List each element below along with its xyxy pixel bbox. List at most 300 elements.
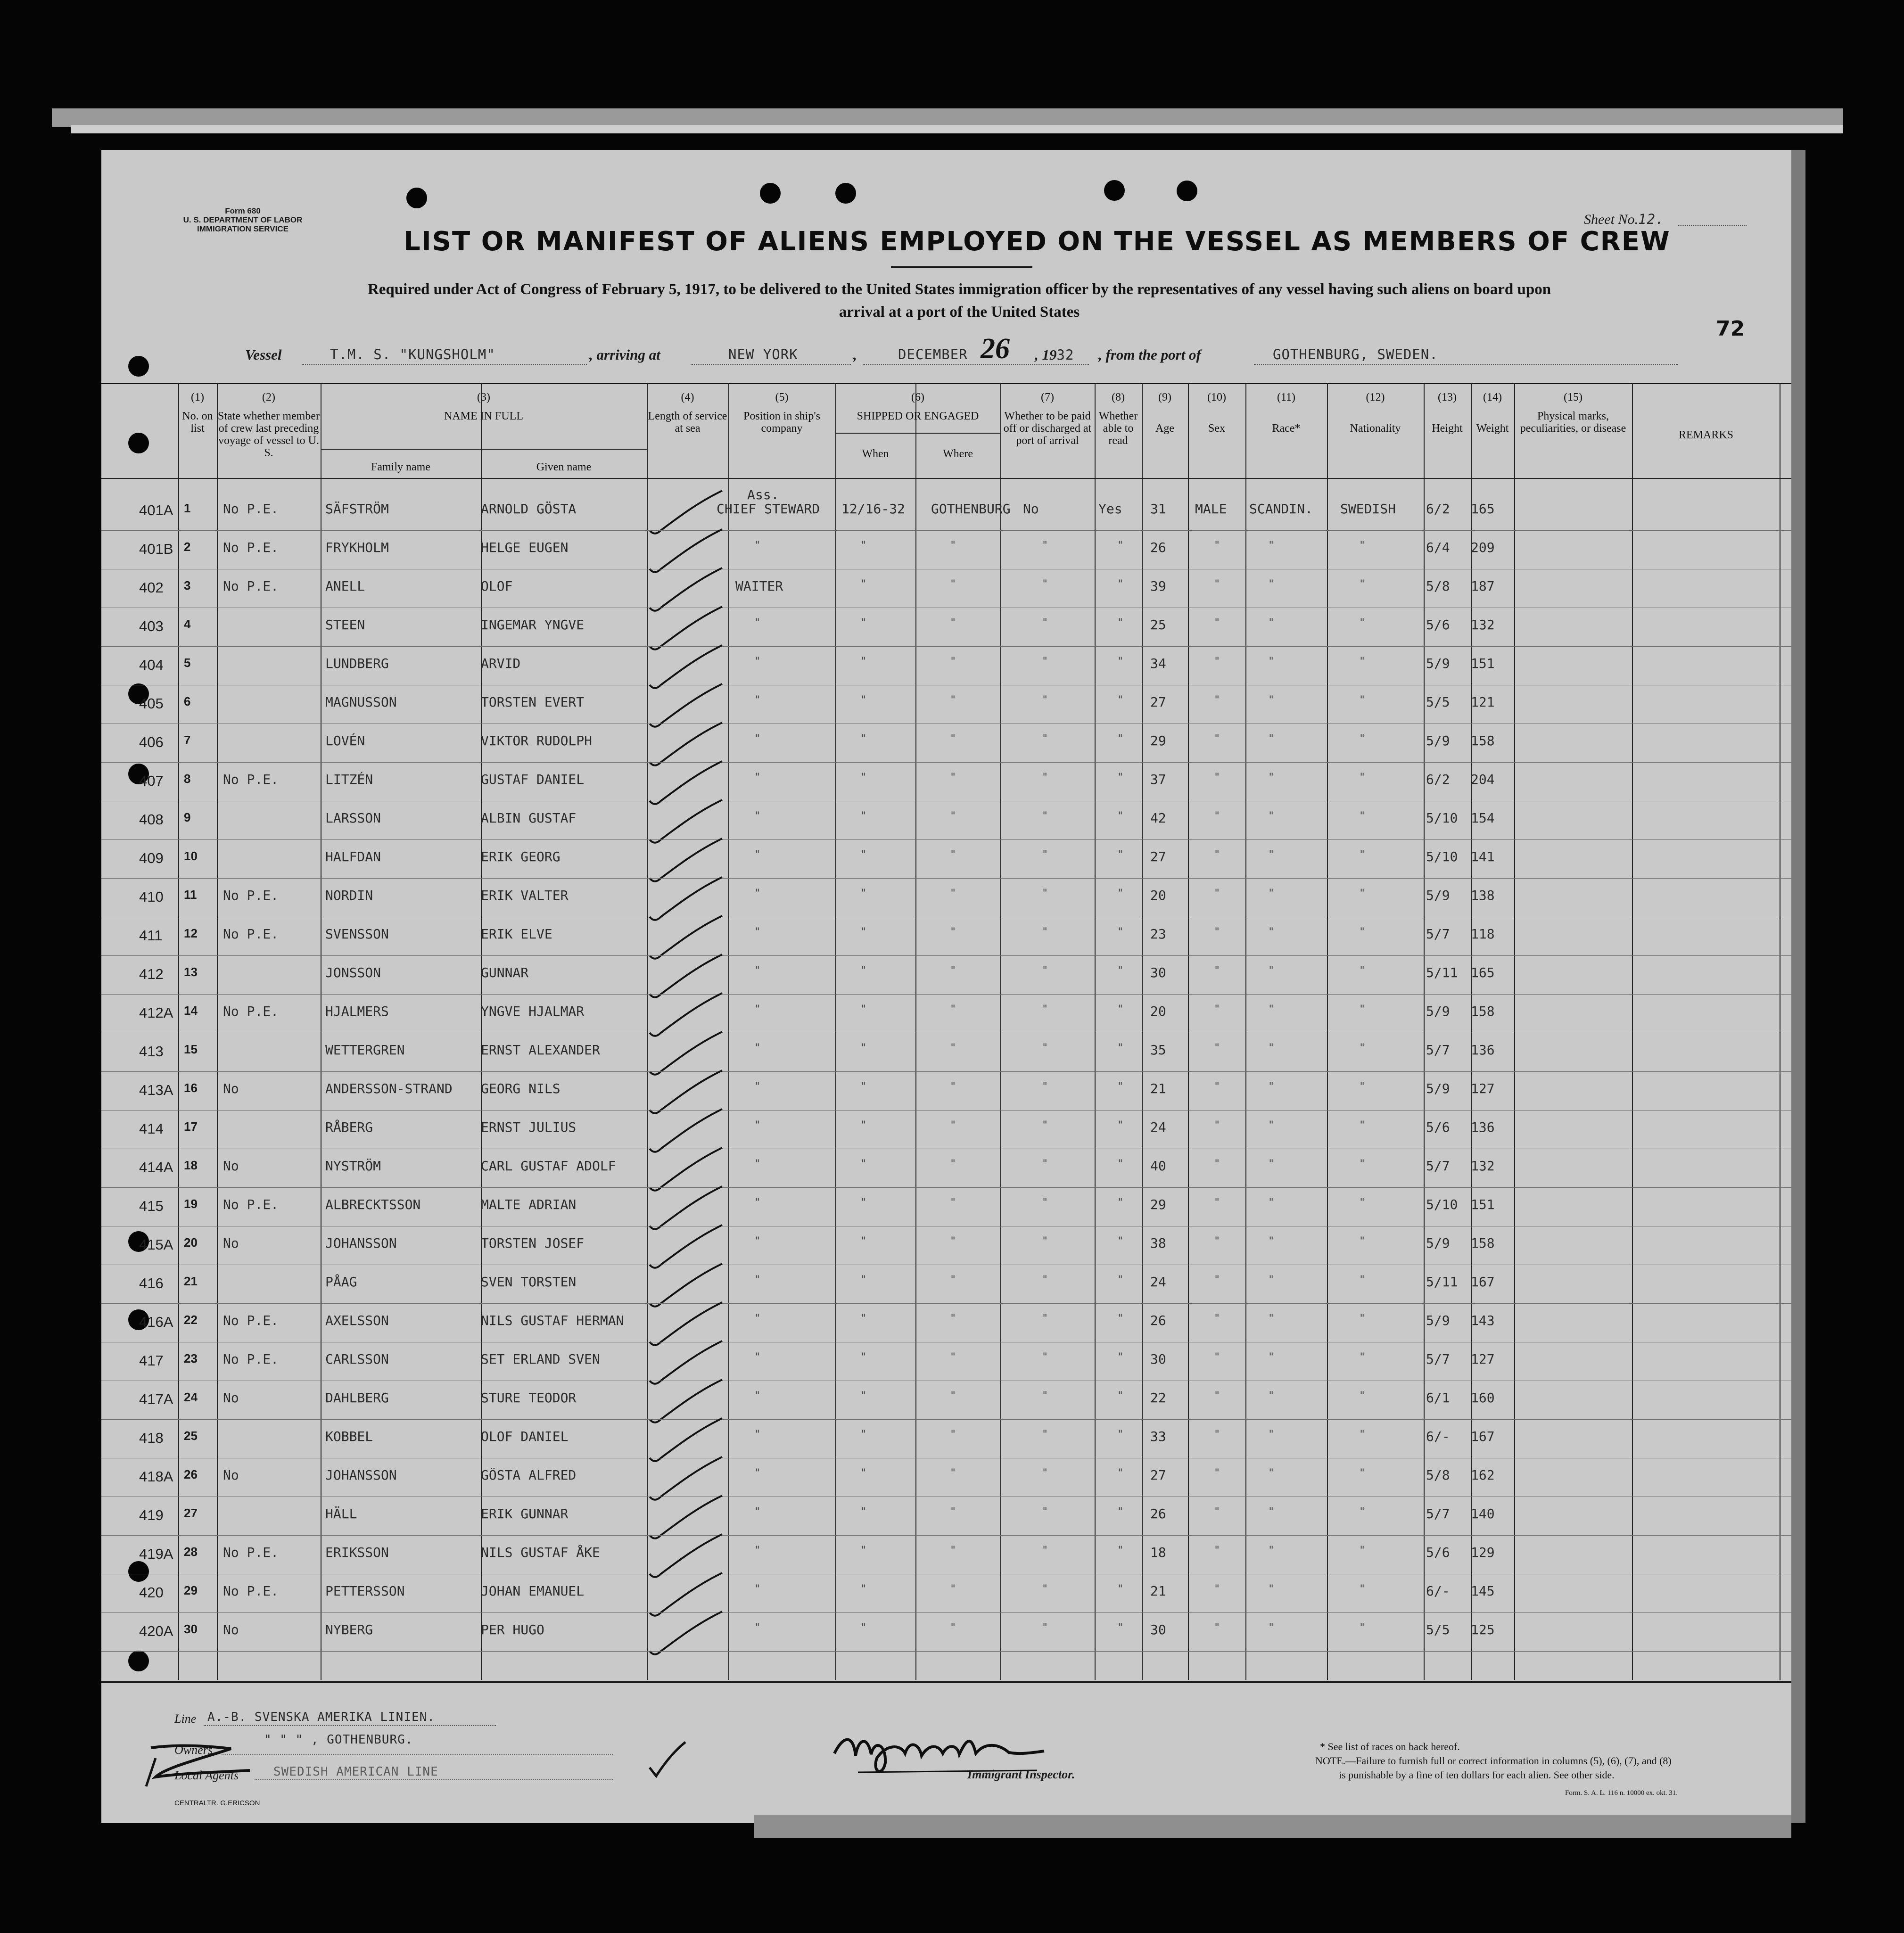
ditto-mark: " [1117,1197,1124,1209]
margin-entry-number: 410 [139,888,164,905]
height: 6/1 [1426,1390,1450,1406]
height: 5/10 [1426,849,1458,864]
weight: 121 [1471,694,1495,710]
family-name: CARLSSON [325,1351,389,1367]
header-weight: (14) Weight [1476,391,1509,435]
given-name: STURE TEODOR [481,1390,577,1406]
ditto-mark: " [1359,733,1366,745]
ditto-mark: " [1117,1274,1124,1286]
table-row [101,956,1791,995]
row-rule [101,1535,1791,1536]
margin-entry-number: 401A [139,502,173,518]
given-name: YNGVE HJALMAR [481,1004,585,1019]
page-number: 72 [1716,317,1745,341]
header-height: (13) Height [1432,391,1463,435]
ditto-mark: " [1117,1429,1124,1440]
ditto-mark: " [1359,1506,1366,1518]
weight: 132 [1471,617,1495,633]
table-row [101,1188,1791,1227]
margin-entry-number: 403 [139,618,164,634]
header-given-name: Given name [536,461,592,473]
ditto-mark: " [1359,656,1366,667]
from-line [1098,346,1201,363]
ditto-mark: " [860,694,867,706]
punch-hole [128,356,149,377]
ditto-mark: " [1214,578,1220,590]
ditto-mark: " [754,1429,761,1440]
ditto-mark: " [1117,1390,1124,1402]
weight: 136 [1471,1119,1495,1135]
given-name: ERIK GEORG [481,849,560,864]
given-name: PER HUGO [481,1622,544,1637]
ditto-mark: " [1042,1506,1048,1518]
ditto-mark: " [950,1313,956,1324]
arrival-month: DECEMBER [898,346,968,362]
length-of-service-tick [647,1609,727,1661]
weight: 125 [1471,1622,1495,1637]
family-name: JOHANSSON [325,1235,397,1251]
ditto-mark: " [1214,1622,1220,1634]
row-rule [101,1187,1791,1188]
ditto-mark: " [1117,1583,1124,1595]
header-physical-marks: (15) Physical marks, peculiarities, or disease [1520,391,1626,435]
height: 5/9 [1426,1081,1450,1096]
previous-voyage: No [223,1390,239,1406]
document-subtitle [170,278,1749,323]
margin-entry-number: 402 [139,579,164,596]
ditto-mark: " [950,733,956,745]
margin-entry-number: 404 [139,657,164,673]
age: 30 [1150,965,1166,980]
height: 5/6 [1426,617,1450,633]
ditto-mark: " [1359,1081,1366,1093]
ditto-mark: " [1214,772,1220,783]
ditto-mark: " [1214,1506,1220,1518]
ditto-mark: " [754,1235,761,1247]
ditto-mark: " [950,1042,956,1054]
ditto-mark: " [754,617,761,629]
ditto-mark: " [1042,617,1048,629]
subtitle-line-1: Required under Act of Congress of February 5, 1917, to be delivered to the United States immigration officer by the representatives of any vessel having such aliens on board upon [367,281,1551,298]
punch-hole [1104,180,1125,201]
weight: 204 [1471,772,1495,787]
age: 24 [1150,1274,1166,1290]
row-rule [101,1419,1791,1420]
height: 6/4 [1426,540,1450,555]
ditto-mark: " [1268,1313,1275,1324]
ditto-mark: " [1117,926,1124,938]
table-row [101,647,1791,686]
ditto-mark: " [860,733,867,745]
ditto-mark: " [1214,1119,1220,1131]
given-name: OLOF DANIEL [481,1429,569,1444]
family-name: NYBERG [325,1622,373,1637]
table-row [101,879,1791,918]
ditto-mark: " [1117,733,1124,745]
list-number: 18 [184,1158,198,1172]
ditto-mark: " [1042,694,1048,706]
height: 5/9 [1426,1313,1450,1328]
ditto-mark: " [1117,578,1124,590]
ditto-mark: " [1042,656,1048,667]
ditto-mark: " [1359,888,1366,899]
vessel-dotline [302,364,587,365]
given-name: VIKTOR RUDOLPH [481,733,593,749]
ditto-mark: " [860,1583,867,1595]
owners-value: " " " , GOTHENBURG. [264,1733,413,1747]
ditto-mark: " [1359,1390,1366,1402]
previous-voyage: No [223,1158,239,1174]
scan-bottom-edge [754,1815,1791,1838]
margin-entry-number: 416A [139,1314,173,1330]
header-age: (9) Age [1155,391,1174,435]
margin-entry-number: 416 [139,1275,164,1291]
weight: 145 [1471,1583,1495,1599]
ditto-mark: " [1268,578,1275,590]
given-name: OLOF [481,578,513,594]
position-line-2: CHIEF STEWARD [717,501,820,517]
ditto-mark: " [1359,1429,1366,1440]
age: 29 [1150,1197,1166,1212]
list-number: 11 [184,888,197,902]
ditto-mark: " [860,1622,867,1634]
weight: 158 [1471,1004,1495,1019]
height: 6/2 [1426,501,1450,517]
list-number: 28 [184,1545,198,1559]
previous-voyage: No P.E. [223,1583,279,1599]
family-name: NORDIN [325,888,373,903]
previous-voyage: No [223,1622,239,1637]
table-row [101,487,1791,531]
weight: 138 [1471,888,1495,903]
sheet-number [1584,211,1664,228]
ditto-mark: " [950,810,956,822]
height: 6/- [1426,1429,1450,1444]
sheet-label: Sheet No. [1584,212,1638,227]
ditto-mark: " [1359,965,1366,977]
margin-entry-number: 414 [139,1120,164,1137]
margin-entry-number: 419 [139,1507,164,1523]
ditto-mark: " [1042,1235,1048,1247]
ditto-mark: " [754,1506,761,1518]
printer-name: CENTRALTR. G.ERICSON [174,1799,260,1807]
ditto-mark: " [1214,965,1220,977]
weight: 160 [1471,1390,1495,1406]
penalty-note-1: NOTE.—Failure to furnish full or correct information in columns (5), (6), (7), and (8) [1315,1755,1672,1767]
margin-entry-number: 415A [139,1236,173,1253]
ditto-mark: " [950,1274,956,1286]
margin-entry-number: 412A [139,1004,173,1021]
paid-off: No [1023,501,1039,517]
previous-voyage: No P.E. [223,540,279,555]
ditto-mark: " [1214,1313,1220,1324]
ditto-mark: " [1214,1197,1220,1209]
family-name: PÅAG [325,1274,357,1290]
ditto-mark: " [754,694,761,706]
given-name: TORSTEN EVERT [481,694,585,710]
list-number: 10 [184,849,198,863]
given-name: CARL GUSTAF ADOLF [481,1158,616,1174]
ditto-mark: " [1359,1351,1366,1363]
ditto-mark: " [1268,1467,1275,1479]
ditto-mark: " [860,1081,867,1093]
ditto-mark: " [1042,1081,1048,1093]
ditto-mark: " [754,888,761,899]
margin-entry-number: 408 [139,811,164,828]
ditto-mark: " [1268,926,1275,938]
family-name: HALFDAN [325,849,381,864]
position: WAITER [735,578,783,594]
height: 6/2 [1426,772,1450,787]
header-bottom-rule [101,478,1791,479]
ditto-mark: " [1042,849,1048,861]
previous-voyage: No P.E. [223,926,279,942]
age: 22 [1150,1390,1166,1406]
ditto-mark: " [1268,1506,1275,1518]
title-underline [891,266,1032,268]
ditto-mark: " [1268,1390,1275,1402]
previous-voyage: No P.E. [223,1545,279,1560]
age: 42 [1150,810,1166,826]
height: 5/10 [1426,1197,1458,1212]
weight: 129 [1471,1545,1495,1560]
table-row [101,1613,1791,1652]
ditto-mark: " [1268,1274,1275,1286]
ditto-mark: " [1214,1467,1220,1479]
local-agents-dotline [255,1779,613,1780]
ditto-mark: " [754,810,761,822]
row-rule [101,1071,1791,1072]
date-dotline [863,364,1089,365]
ditto-mark: " [860,926,867,938]
ditto-mark: " [1359,578,1366,590]
margin-entry-number: 413A [139,1082,173,1098]
ditto-mark: " [754,1351,761,1363]
table-row [101,1227,1791,1266]
height: 6/- [1426,1583,1450,1599]
penalty-note-2: is punishable by a fine of ten dollars for each alien. See other side. [1339,1769,1615,1781]
ditto-mark: " [1359,1583,1366,1595]
age: 26 [1150,1506,1166,1522]
ditto-mark: " [1042,1158,1048,1170]
shipped-header-rule [835,433,1000,434]
ditto-mark: " [1359,1313,1366,1324]
list-number: 3 [184,578,191,592]
ditto-mark: " [1117,1158,1124,1170]
ditto-mark: " [1117,849,1124,861]
year-line: , 1932 [1035,346,1074,363]
table-row [101,1382,1791,1420]
margin-entry-number: 412 [139,966,164,982]
ditto-mark: " [1117,888,1124,899]
given-name: MALTE ADRIAN [481,1197,577,1212]
header-shipped-engaged: (6) SHIPPED OR ENGAGED [857,391,979,422]
ditto-mark: " [860,1274,867,1286]
table-row [101,1343,1791,1382]
list-number: 2 [184,540,191,554]
ditto-mark: " [1359,1197,1366,1209]
height: 5/9 [1426,656,1450,671]
ditto-mark: " [1359,540,1366,551]
given-name: ERIK ELVE [481,926,552,942]
ditto-mark: " [860,1004,867,1015]
previous-voyage: No P.E. [223,1313,279,1328]
height: 5/11 [1426,1274,1458,1290]
ditto-mark: " [1268,733,1275,745]
list-number: 30 [184,1622,198,1636]
ditto-mark: " [1117,810,1124,822]
family-name: MAGNUSSON [325,694,397,710]
table-row [101,840,1791,879]
height: 5/9 [1426,1235,1450,1251]
family-name: KOBBEL [325,1429,373,1444]
ditto-mark: " [1268,888,1275,899]
ditto-mark: " [950,849,956,861]
ditto-mark: " [860,1158,867,1170]
ditto-mark: " [950,540,956,551]
weight: 118 [1471,926,1495,942]
arrival-port-dotline [691,364,851,365]
ditto-mark: " [1042,1042,1048,1054]
ditto-mark: " [1214,1351,1220,1363]
row-rule [101,1651,1791,1652]
ditto-mark: " [754,1042,761,1054]
height: 5/7 [1426,1506,1450,1522]
table-row [101,1150,1791,1188]
ditto-mark: " [1117,1351,1124,1363]
weight: 165 [1471,501,1495,517]
ditto-mark: " [1117,1235,1124,1247]
weight: 151 [1471,1197,1495,1212]
ditto-mark: " [1042,733,1048,745]
ditto-mark: " [860,1467,867,1479]
nationality: SWEDISH [1340,501,1396,517]
family-name: PETTERSSON [325,1583,405,1599]
ditto-mark: " [1117,1119,1124,1131]
age: 20 [1150,1004,1166,1019]
ditto-mark: " [1268,1158,1275,1170]
ditto-mark: " [1359,617,1366,629]
row-rule [101,646,1791,647]
ditto-mark: " [1214,1004,1220,1015]
document-title: LIST OR MANIFEST OF ALIENS EMPLOYED ON THE VESSEL AS MEMBERS OF CREW [404,226,1671,257]
local-agents-value: SWEDISH AMERICAN LINE [273,1765,438,1779]
previous-voyage: No [223,1467,239,1483]
previous-voyage: No P.E. [223,578,279,594]
height: 5/7 [1426,1158,1450,1174]
ditto-mark: " [1214,1081,1220,1093]
previous-voyage: No P.E. [223,1004,279,1019]
ditto-mark: " [1214,540,1220,551]
ditto-mark: " [1214,733,1220,745]
race-footnote: * See list of races on back hereof. [1320,1741,1460,1752]
ditto-mark: " [860,1042,867,1054]
age: 34 [1150,656,1166,671]
header-sex: (10) Sex [1207,391,1226,435]
sheet-value: 12. [1638,211,1665,227]
table-row [101,1266,1791,1304]
ditto-mark: " [950,926,956,938]
owners-dotline [222,1754,613,1755]
ditto-mark: " [1117,694,1124,706]
line-label: Line [174,1712,197,1726]
year-prefix: 19 [1042,346,1057,363]
comma-sep: , [853,346,857,363]
list-number: 8 [184,772,191,786]
given-name: ERIK VALTER [481,888,569,903]
ditto-mark: " [1214,1042,1220,1054]
ditto-mark: " [950,965,956,977]
form-info [160,206,325,233]
given-name: SET ERLAND SVEN [481,1351,600,1367]
given-name: NILS GUSTAF HERMAN [481,1313,624,1328]
ditto-mark: " [1117,1042,1124,1054]
header-length-of-service: (4) Length of service at sea [648,391,727,435]
row-rule [101,530,1791,531]
table-row [101,1111,1791,1150]
ditto-mark: " [754,1583,761,1595]
weight: 158 [1471,1235,1495,1251]
ditto-mark: " [860,1545,867,1556]
given-name: ERNST ALEXANDER [481,1042,600,1058]
previous-voyage: No P.E. [223,1197,279,1212]
ditto-mark: " [1268,1235,1275,1247]
table-row [101,531,1791,570]
ditto-mark: " [1359,1119,1366,1131]
arrival-day: 26 [981,333,1010,365]
list-number: 25 [184,1429,198,1443]
ditto-mark: " [1359,810,1366,822]
list-number: 17 [184,1119,198,1134]
scan-top-edge-light [71,125,1843,133]
list-number: 16 [184,1081,198,1095]
given-name: ALBIN GUSTAF [481,810,577,826]
ditto-mark: " [754,849,761,861]
row-rule [101,1612,1791,1613]
age: 40 [1150,1158,1166,1174]
ditto-mark: " [950,656,956,667]
ditto-mark: " [1214,1583,1220,1595]
previous-voyage: No P.E. [223,772,279,787]
weight: 136 [1471,1042,1495,1058]
ditto-mark: " [1117,540,1124,551]
ditto-mark: " [1117,1081,1124,1093]
family-name: LARSSON [325,810,381,826]
family-name: JOHANSSON [325,1467,397,1483]
arriving-line [589,346,660,363]
ditto-mark: " [950,1390,956,1402]
ditto-mark: " [1214,888,1220,899]
weight: 143 [1471,1313,1495,1328]
family-name: LUNDBERG [325,656,389,671]
table-row [101,763,1791,802]
ditto-mark: " [950,1235,956,1247]
list-number: 22 [184,1313,198,1327]
ditto-mark: " [754,1274,761,1286]
ditto-mark: " [860,1351,867,1363]
ditto-mark: " [1117,1506,1124,1518]
age: 26 [1150,1313,1166,1328]
from-label: , from the port of [1098,346,1201,363]
owners-label: Owners [174,1743,213,1757]
header-family-name: Family name [371,461,430,473]
weight: 209 [1471,540,1495,555]
row-rule [101,762,1791,763]
family-name: FRYKHOLM [325,540,389,555]
header-where: Where [943,448,973,460]
ditto-mark: " [754,1313,761,1324]
ditto-mark: " [1117,1004,1124,1015]
